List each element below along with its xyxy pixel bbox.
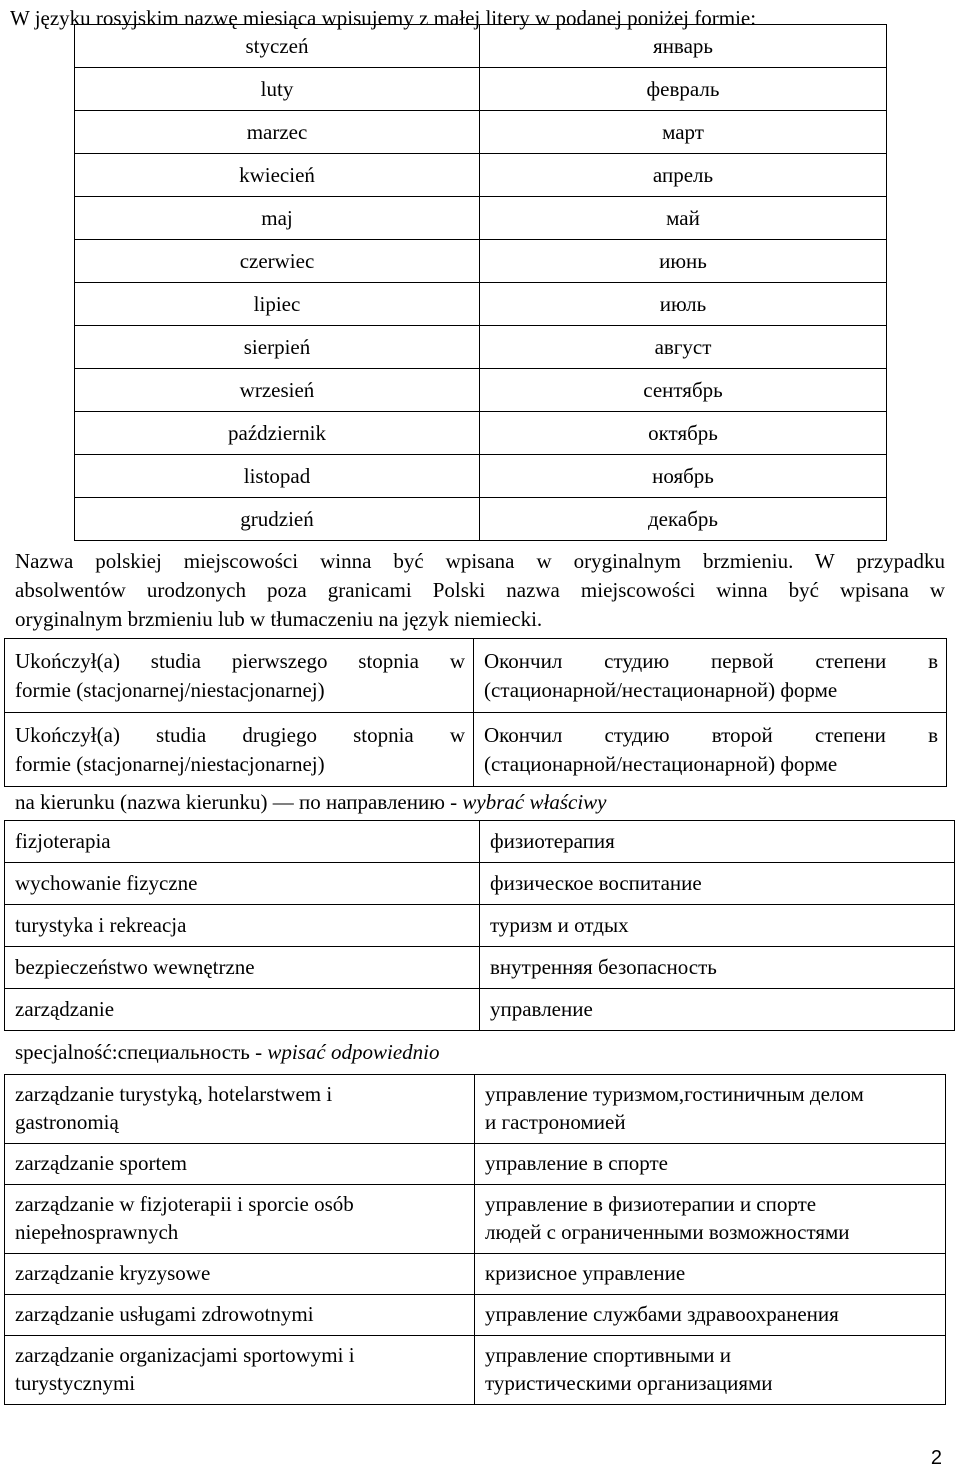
cell-text: (стационарной/нестационарной) форме — [484, 752, 838, 776]
cell-text: niepełnosprawnych — [15, 1220, 179, 1244]
month-pl: lipiec — [75, 283, 480, 326]
cell-text: управление службами здравоохранения — [485, 1302, 839, 1326]
field-pl: zarządzanie — [5, 989, 480, 1031]
month-pl: maj — [75, 197, 480, 240]
cell-text: управление туризмом,гостиничным делом — [485, 1082, 864, 1106]
cell-text: Ukończył(a) studia drugiego stopnia w — [15, 723, 465, 747]
cell-text: zarządzanie w fizjoterapii i sporcie osób — [15, 1192, 354, 1216]
field-pl: turystyka i rekreacja — [5, 905, 480, 947]
degree-pl-cell — [5, 713, 474, 787]
note-line: oryginalnym brzmieniu lub w tłumaczeniu na język niemiecki. — [15, 607, 543, 631]
spec-ru — [475, 1336, 946, 1405]
month-pl: sierpień — [75, 326, 480, 369]
table-row — [75, 25, 887, 68]
note-line: absolwentów urodzonych poza granicami Polski nazwa miejscowości winna być wpisana w — [15, 578, 945, 602]
spec-label — [15, 1038, 439, 1066]
cell-text: turystycznymi — [15, 1371, 136, 1395]
month-ru: июнь — [480, 240, 887, 283]
table-row — [5, 1075, 946, 1144]
cell-text: zarządzanie turystyką, hotelarstwem i — [15, 1082, 333, 1106]
cell-text: управление в физиотерапии и спорте — [485, 1192, 817, 1216]
field-table — [4, 820, 955, 1031]
field-ru: внутренняя безопасность — [480, 947, 955, 989]
month-ru: декабрь — [480, 498, 887, 541]
cell-text: Окончил студию второй степени в — [484, 723, 938, 747]
spec-pl — [5, 1336, 475, 1405]
table-row — [75, 283, 887, 326]
field-ru: физическое воспитание — [480, 863, 955, 905]
table-row — [5, 1144, 946, 1185]
page-number: 2 — [930, 1447, 942, 1469]
spec-ru — [475, 1075, 946, 1144]
cell-text: кризисное управление — [485, 1261, 686, 1285]
spec-pl — [5, 1185, 475, 1254]
table-row — [5, 905, 955, 947]
table-row — [5, 1254, 946, 1295]
field-label — [15, 788, 607, 816]
table-row — [5, 639, 947, 713]
month-pl: luty — [75, 68, 480, 111]
cell-text: gastronomią — [15, 1110, 119, 1134]
spec-pl — [5, 1144, 475, 1185]
table-row — [75, 240, 887, 283]
place-name-note — [15, 547, 945, 634]
spec-pl — [5, 1295, 475, 1336]
table-row — [5, 989, 955, 1031]
table-row — [5, 1185, 946, 1254]
table-row — [75, 369, 887, 412]
month-ru: ноябрь — [480, 455, 887, 498]
month-pl: czerwiec — [75, 240, 480, 283]
month-pl: kwiecień — [75, 154, 480, 197]
degree-pl-cell — [5, 639, 474, 713]
month-ru: январь — [480, 25, 887, 68]
month-ru: февраль — [480, 68, 887, 111]
month-ru: август — [480, 326, 887, 369]
table-row — [5, 713, 947, 787]
month-pl: wrzesień — [75, 369, 480, 412]
month-ru: май — [480, 197, 887, 240]
spec-ru — [475, 1144, 946, 1185]
month-pl: styczeń — [75, 25, 480, 68]
cell-text: (стационарной/нестационарной) форме — [484, 678, 838, 702]
spec-label-text: specjalność:специальность - — [15, 1040, 268, 1064]
month-ru: июль — [480, 283, 887, 326]
field-ru: управление — [480, 989, 955, 1031]
cell-text: Ukończył(a) studia pierwszego stopnia w — [15, 649, 465, 673]
specialty-table — [4, 1074, 946, 1405]
cell-text: zarządzanie kryzysowe — [15, 1261, 211, 1285]
cell-text: zarządzanie sportem — [15, 1151, 187, 1175]
table-row — [75, 326, 887, 369]
table-row — [75, 197, 887, 240]
degree-table — [4, 638, 947, 787]
table-row — [75, 154, 887, 197]
cell-text: Окончил студию первой степени в — [484, 649, 938, 673]
cell-text: людей с ограниченными возможностями — [485, 1220, 850, 1244]
month-ru: март — [480, 111, 887, 154]
spec-ru — [475, 1295, 946, 1336]
field-pl: wychowanie fizyczne — [5, 863, 480, 905]
months-table — [74, 24, 887, 541]
field-pl: fizjoterapia — [5, 821, 480, 863]
cell-text: formie (stacjonarnej/niestacjonarnej) — [15, 752, 325, 776]
month-pl: październik — [75, 412, 480, 455]
table-row — [75, 455, 887, 498]
note-line: Nazwa polskiej miejscowości winna być wpisana w oryginalnym brzmieniu. W przypadku — [15, 549, 945, 573]
cell-text: туристическими организациями — [485, 1371, 773, 1395]
field-pl: bezpieczeństwo wewnętrzne — [5, 947, 480, 989]
field-ru: физиотерапия — [480, 821, 955, 863]
spec-pl — [5, 1254, 475, 1295]
spec-pl — [5, 1075, 475, 1144]
intro-text: W języku rosyjskim nazwę miesiąca wpisujemy z małej litery w podanej poniżej formie: — [10, 6, 757, 30]
table-row — [5, 1336, 946, 1405]
cell-text: formie (stacjonarnej/niestacjonarnej) — [15, 678, 325, 702]
field-label-hint: wybrać właściwy — [462, 790, 607, 814]
month-pl: marzec — [75, 111, 480, 154]
field-ru: туризм и отдых — [480, 905, 955, 947]
cell-text: zarządzanie usługami zdrowotnymi — [15, 1302, 314, 1326]
table-row — [75, 498, 887, 541]
month-ru: октябрь — [480, 412, 887, 455]
table-row — [5, 1295, 946, 1336]
cell-text: управление спортивными и — [485, 1343, 732, 1367]
table-row — [75, 68, 887, 111]
spec-ru — [475, 1185, 946, 1254]
table-row — [5, 863, 955, 905]
month-pl: listopad — [75, 455, 480, 498]
table-row — [75, 412, 887, 455]
cell-text: и гастрономией — [485, 1110, 626, 1134]
cell-text: zarządzanie organizacjami sportowymi i — [15, 1343, 355, 1367]
field-label-text: na kierunku (nazwa kierunku) — по направлению - — [15, 790, 463, 814]
month-ru: сентябрь — [480, 369, 887, 412]
spec-ru — [475, 1254, 946, 1295]
month-pl: grudzień — [75, 498, 480, 541]
degree-ru-cell — [474, 639, 947, 713]
month-ru: апрель — [480, 154, 887, 197]
table-row — [5, 821, 955, 863]
spec-label-hint: wpisać odpowiednio — [267, 1040, 440, 1064]
table-row — [75, 111, 887, 154]
degree-ru-cell — [474, 713, 947, 787]
cell-text: управление в спорте — [485, 1151, 668, 1175]
table-row — [5, 947, 955, 989]
